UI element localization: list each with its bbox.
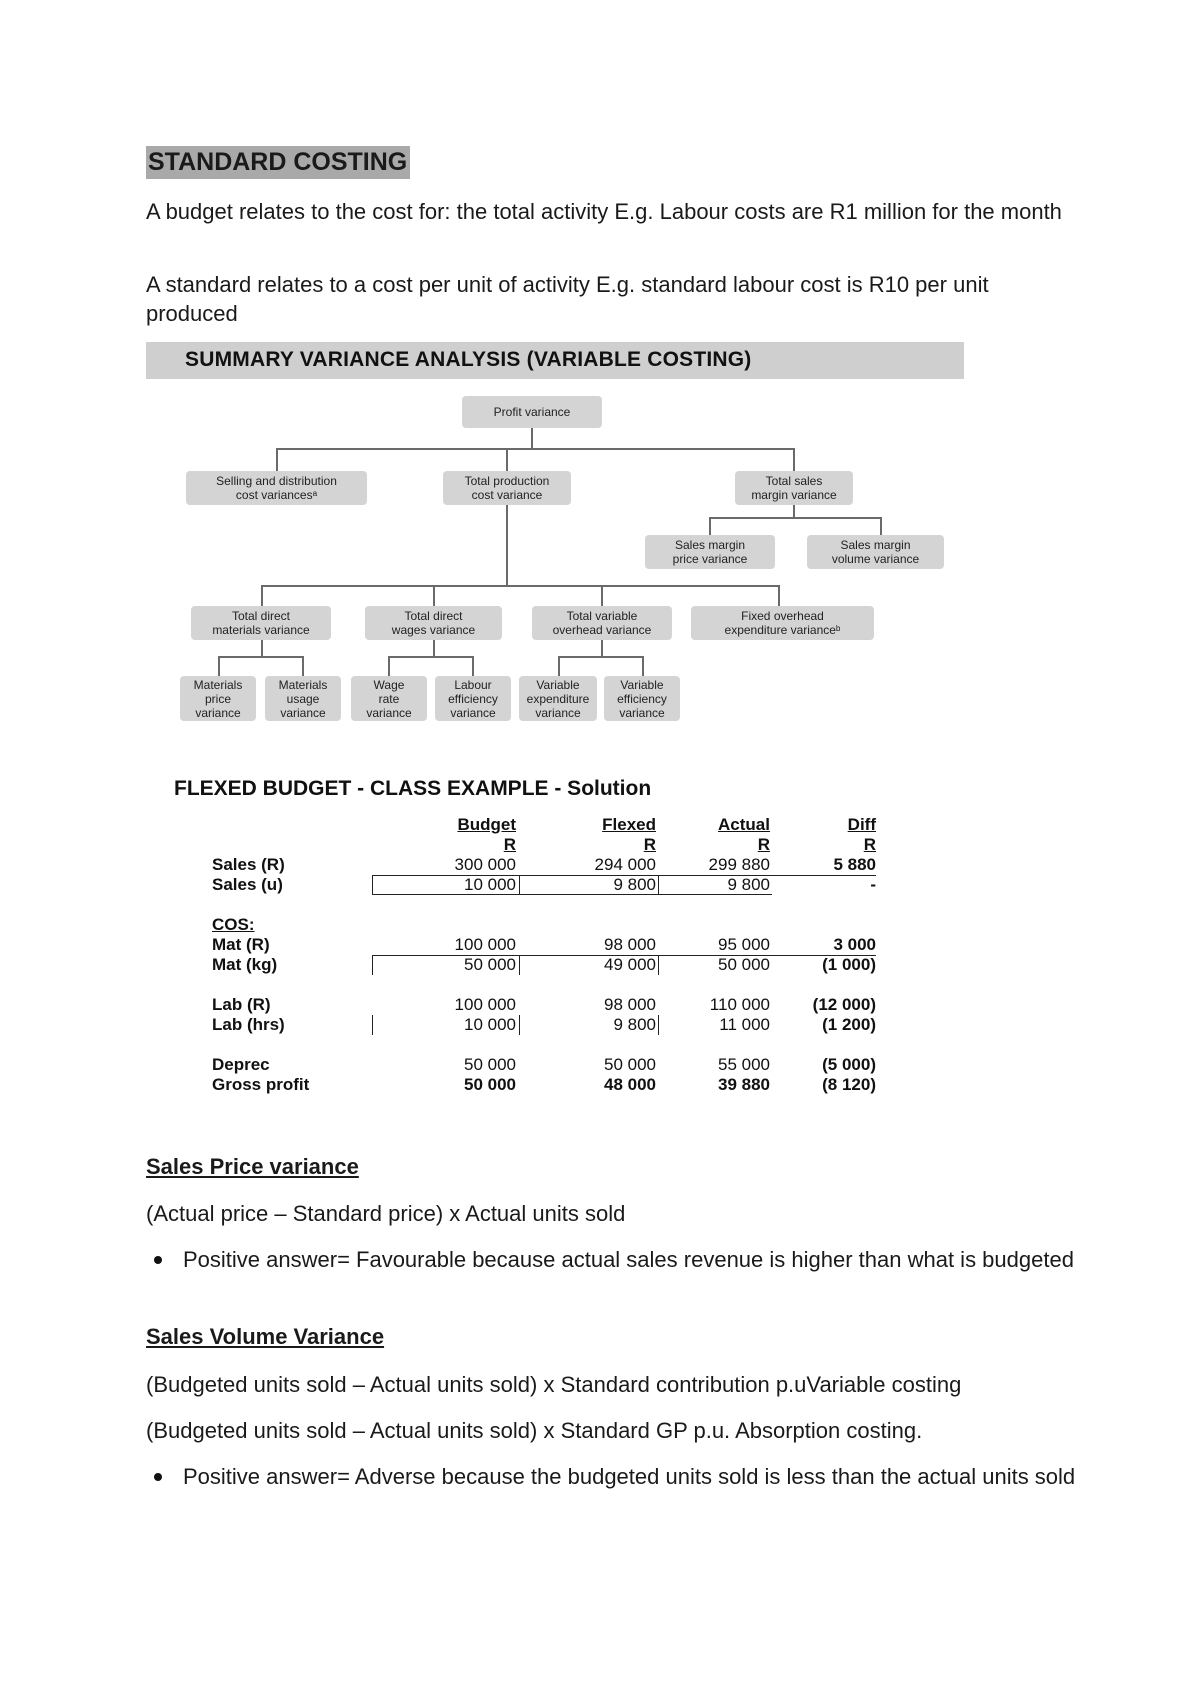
cell-budget: 50 000 [464, 955, 516, 974]
unit-diff: R [863, 835, 876, 854]
sales-volume-formula-absorption: (Budgeted units sold – Actual units sold) x Standard GP p.u. Absorption costing. [146, 1418, 923, 1443]
node-direct-wages: Total direct wages variance [365, 606, 502, 640]
cell-budget: 10 000 [464, 875, 516, 894]
cell-actual: 110 000 [709, 995, 770, 1014]
sales-price-bullet [146, 1245, 1086, 1305]
cell-budget: 100 000 [454, 935, 516, 954]
header-actual: Actual [718, 815, 770, 834]
cell-budget: 300 000 [454, 855, 516, 874]
flexed-budget-title: FLEXED BUDGET - CLASS EXAMPLE - Solution [174, 777, 652, 800]
cell-diff: (12 000) [812, 995, 876, 1014]
bullet-text: Positive answer= Adverse because the budgeted units sold is less than the actual units sold [183, 1464, 1076, 1489]
cos-label: COS: [212, 915, 255, 934]
sales-volume-formula-variable: (Budgeted units sold – Actual units sold) x Standard contribution p.uVariable costing [146, 1372, 962, 1397]
cell-actual: 95 000 [718, 935, 770, 954]
node-wage-rate: Wage rate variance [351, 676, 427, 721]
header-budget: Budget [457, 815, 516, 834]
sales-price-heading: Sales Price variance [146, 1154, 359, 1179]
cell-flexed: 98 000 [604, 995, 656, 1014]
cell-budget: 10 000 [464, 1015, 516, 1034]
sales-volume-bullet [146, 1462, 1086, 1522]
row-label: Mat (R) [212, 935, 270, 954]
cell-actual: 39 880 [718, 1075, 770, 1094]
cell-diff: (1 000) [822, 955, 876, 974]
node-variable-overhead: Total variable overhead variance [532, 606, 672, 640]
unit-actual: R [757, 835, 770, 854]
node-total-sales-margin: Total sales margin variance [735, 471, 853, 505]
row-label: Sales (u) [212, 875, 283, 894]
header-flexed: Flexed [602, 815, 656, 834]
cell-diff: 3 000 [833, 935, 876, 954]
cell-flexed: 9 800 [613, 875, 656, 894]
node-materials-price: Materials price variance [180, 676, 256, 721]
cell-diff: (8 120) [822, 1075, 876, 1094]
cell-diff: 5 880 [833, 855, 876, 874]
row-label: Sales (R) [212, 855, 285, 874]
cell-actual: 9 800 [727, 875, 770, 894]
standard-definition: A standard relates to a cost per unit of activity E.g. standard labour cost is R10 per unit produced [146, 272, 989, 326]
cell-flexed: 294 000 [594, 855, 656, 874]
node-sales-margin-volume: Sales margin volume variance [807, 535, 944, 569]
cell-flexed: 98 000 [604, 935, 656, 954]
cell-diff: - [870, 875, 876, 894]
row-label: Lab (hrs) [212, 1015, 285, 1034]
sales-price-formula: (Actual price – Standard price) x Actual units sold [146, 1201, 626, 1226]
cell-flexed: 48 000 [604, 1075, 656, 1094]
sales-volume-heading: Sales Volume Variance [146, 1324, 385, 1349]
bullet-text: Positive answer= Favourable because actual sales revenue is higher than what is budgeted [183, 1247, 1074, 1272]
row-label: Mat (kg) [212, 955, 278, 974]
node-fixed-overhead: Fixed overhead expenditure varianceᵇ [691, 606, 874, 640]
cell-budget: 50 000 [464, 1055, 516, 1074]
cell-budget: 100 000 [454, 995, 516, 1014]
node-profit-variance: Profit variance [462, 396, 602, 428]
row-label: Deprec [212, 1055, 270, 1074]
cell-diff: (1 200) [822, 1015, 876, 1034]
row-label: Lab (R) [212, 995, 271, 1014]
cell-flexed: 9 800 [613, 1015, 656, 1034]
budget-definition: A budget relates to the cost for: the total activity E.g. Labour costs are R1 million for the month [146, 199, 1062, 224]
cell-diff: (5 000) [822, 1055, 876, 1074]
cell-actual: 11 000 [719, 1015, 770, 1034]
row-label: Gross profit [212, 1075, 310, 1094]
node-variable-expenditure: Variable expenditure variance [519, 676, 597, 721]
cell-budget: 50 000 [464, 1075, 516, 1094]
page-title: STANDARD COSTING [146, 146, 410, 179]
cell-flexed: 50 000 [604, 1055, 656, 1074]
node-sales-margin-price: Sales margin price variance [645, 535, 775, 569]
node-selling-distribution: Selling and distribution cost variancesᵃ [186, 471, 367, 505]
unit-budget: R [503, 835, 516, 854]
cell-actual: 50 000 [718, 955, 770, 974]
cell-flexed: 49 000 [604, 955, 656, 974]
node-total-production: Total production cost variance [443, 471, 571, 505]
cell-actual: 299 880 [708, 855, 770, 874]
bullet-icon [154, 1473, 162, 1481]
cell-actual: 55 000 [718, 1055, 770, 1074]
header-diff: Diff [847, 815, 876, 834]
node-labour-efficiency: Labour efficiency variance [435, 676, 511, 721]
figure-title: SUMMARY VARIANCE ANALYSIS (VARIABLE COSTING) [185, 348, 752, 371]
node-variable-efficiency: Variable efficiency variance [604, 676, 680, 721]
bullet-icon [154, 1256, 162, 1264]
node-direct-materials: Total direct materials variance [191, 606, 331, 640]
unit-flexed: R [643, 835, 656, 854]
node-materials-usage: Materials usage variance [265, 676, 341, 721]
